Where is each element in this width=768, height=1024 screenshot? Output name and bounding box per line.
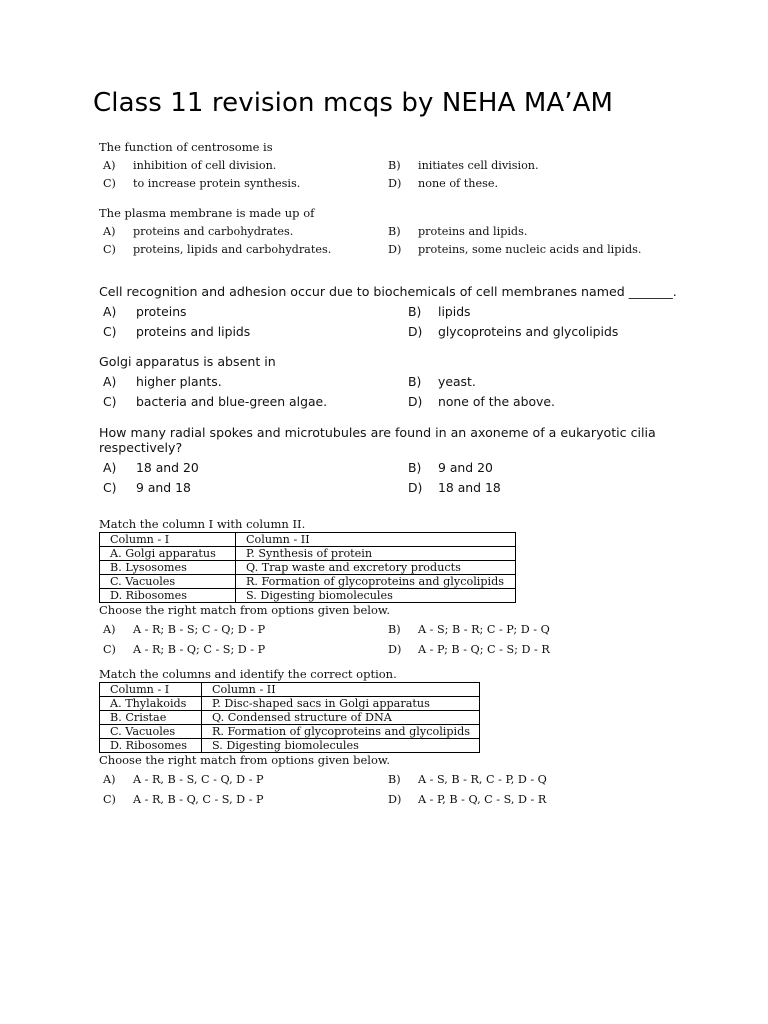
option-c-text: bacteria and blue-green algae. (136, 394, 328, 409)
option-b-label: B) (388, 773, 401, 786)
option-d-label: D) (388, 243, 402, 256)
option-b-text: proteins and lipids. (418, 225, 528, 238)
option-c-text: proteins and lipids (136, 324, 251, 339)
option-c-label: C) (103, 793, 116, 806)
option-d-label: D) (408, 324, 423, 339)
option-a-text: inhibition of cell division. (133, 159, 277, 172)
table-cell: A. Thylakoids (100, 697, 202, 711)
question-stem: Cell recognition and adhesion occur due to biochemicals of cell membranes named _______. (99, 284, 677, 299)
table-cell: R. Formation of glycoproteins and glycolipids (202, 725, 480, 739)
options-row (99, 225, 679, 243)
table-cell: C. Vacuoles (100, 725, 202, 739)
option-b-text: A - S, B - R, C - P, D - Q (418, 773, 547, 786)
options-row (99, 643, 679, 663)
options-list (99, 304, 679, 344)
option-c-label: C) (103, 177, 116, 190)
table-row (100, 547, 516, 561)
question-3 (99, 284, 679, 344)
match-table (99, 682, 480, 753)
question-stem: The function of centrosome is (99, 140, 273, 154)
option-d-label: D) (388, 177, 402, 190)
option-c-text: A - R, B - Q, C - S, D - P (133, 793, 264, 806)
option-c-label: C) (103, 643, 116, 656)
option-b-label: B) (408, 460, 422, 475)
option-a-label: A) (103, 159, 116, 172)
option-b-text: A - S; B - R; C - P; D - Q (418, 623, 550, 636)
table-row (100, 711, 480, 725)
options-row (99, 480, 679, 500)
question-5 (99, 425, 679, 500)
options-list (99, 623, 679, 663)
table-row (100, 589, 516, 603)
option-a-label: A) (103, 460, 117, 475)
question-2 (99, 206, 679, 261)
options-row (99, 177, 679, 195)
options-row (99, 374, 679, 394)
table-cell: P. Disc-shaped sacs in Golgi apparatus (202, 697, 480, 711)
option-a-label: A) (103, 773, 116, 786)
option-b-text: 9 and 20 (438, 460, 493, 475)
column-header: Column - I (100, 533, 236, 547)
table-cell: B. Cristae (100, 711, 202, 725)
option-c-label: C) (103, 324, 117, 339)
question-stem: Match the column I with column II. (99, 517, 306, 531)
option-d-text: A - P, B - Q, C - S, D - R (418, 793, 547, 806)
question-instruction: Choose the right match from options given below. (99, 603, 391, 617)
table-cell: D. Ribosomes (100, 739, 202, 753)
column-header: Column - II (236, 533, 516, 547)
option-a-text: proteins and carbohydrates. (133, 225, 294, 238)
options-row (99, 773, 679, 793)
table-header-row (100, 533, 516, 547)
option-d-label: D) (408, 394, 423, 409)
question-stem (99, 425, 679, 455)
option-c-text: 9 and 18 (136, 480, 191, 495)
option-b-label: B) (388, 623, 401, 636)
option-b-label: B) (408, 304, 422, 319)
option-a-label: A) (103, 374, 117, 389)
option-b-text: initiates cell division. (418, 159, 539, 172)
option-d-text: 18 and 18 (438, 480, 501, 495)
option-c-label: C) (103, 394, 117, 409)
option-c-label: C) (103, 480, 117, 495)
option-c-text: to increase protein synthesis. (133, 177, 301, 190)
match-table (99, 532, 516, 603)
question-stem-line: How many radial spokes and microtubules are found in an axoneme of a eukaryotic cilia (99, 425, 656, 440)
option-a-text: A - R; B - S; C - Q; D - P (133, 623, 266, 636)
option-a-text: 18 and 20 (136, 460, 199, 475)
option-b-text: yeast. (438, 374, 476, 389)
question-stem: Match the columns and identify the correct option. (99, 667, 397, 681)
options-list (99, 460, 679, 500)
option-a-text: proteins (136, 304, 187, 319)
option-d-text: A - P; B - Q; C - S; D - R (418, 643, 550, 656)
table-row (100, 575, 516, 589)
table-cell: Q. Condensed structure of DNA (202, 711, 480, 725)
option-c-text: A - R; B - Q; C - S; D - P (133, 643, 266, 656)
table-row (100, 697, 480, 711)
option-a-label: A) (103, 225, 116, 238)
question-4 (99, 354, 679, 414)
column-header: Column - II (202, 683, 480, 697)
table-cell: A. Golgi apparatus (100, 547, 236, 561)
option-d-label: D) (388, 643, 402, 656)
question-stem: Golgi apparatus is absent in (99, 354, 276, 369)
table-cell: S. Digesting biomolecules (202, 739, 480, 753)
table-cell: B. Lysosomes (100, 561, 236, 575)
column-header: Column - I (100, 683, 202, 697)
option-d-text: none of these. (418, 177, 498, 190)
table-cell: P. Synthesis of protein (236, 547, 516, 561)
table-header-row (100, 683, 480, 697)
option-a-text: higher plants. (136, 374, 222, 389)
option-d-text: glycoproteins and glycolipids (438, 324, 619, 339)
option-d-text: none of the above. (438, 394, 555, 409)
question-stem: The plasma membrane is made up of (99, 206, 315, 220)
table-row (100, 561, 516, 575)
options-row (99, 623, 679, 643)
options-row (99, 793, 679, 813)
options-list (99, 374, 679, 414)
option-b-text: lipids (438, 304, 471, 319)
options-row (99, 460, 679, 480)
option-b-label: B) (388, 159, 401, 172)
table-cell: S. Digesting biomolecules (236, 589, 516, 603)
table-cell: C. Vacuoles (100, 575, 236, 589)
option-a-label: A) (103, 304, 117, 319)
question-7 (99, 667, 679, 813)
option-d-label: D) (388, 793, 402, 806)
question-6 (99, 517, 679, 663)
table-cell: R. Formation of glycoproteins and glycolipids (236, 575, 516, 589)
options-row (99, 304, 679, 324)
table-cell: Q. Trap waste and excretory products (236, 561, 516, 575)
table-row (100, 725, 480, 739)
table-cell: D. Ribosomes (100, 589, 236, 603)
option-c-text: proteins, lipids and carbohydrates. (133, 243, 332, 256)
option-b-label: B) (388, 225, 401, 238)
option-c-label: C) (103, 243, 116, 256)
option-a-label: A) (103, 623, 116, 636)
options-list (99, 159, 679, 195)
options-row (99, 394, 679, 414)
option-b-label: B) (408, 374, 422, 389)
question-stem-line: respectively? (99, 440, 183, 455)
option-d-label: D) (408, 480, 423, 495)
options-list (99, 225, 679, 261)
question-instruction: Choose the right match from options given below. (99, 753, 391, 767)
option-a-text: A - R, B - S, C - Q, D - P (133, 773, 264, 786)
question-1 (99, 140, 679, 195)
table-row (100, 739, 480, 753)
options-row (99, 324, 679, 344)
options-row (99, 243, 679, 261)
options-list (99, 773, 679, 813)
page-title: Class 11 revision mcqs by NEHA MA’AM (93, 88, 614, 118)
options-row (99, 159, 679, 177)
option-d-text: proteins, some nucleic acids and lipids. (418, 243, 642, 256)
